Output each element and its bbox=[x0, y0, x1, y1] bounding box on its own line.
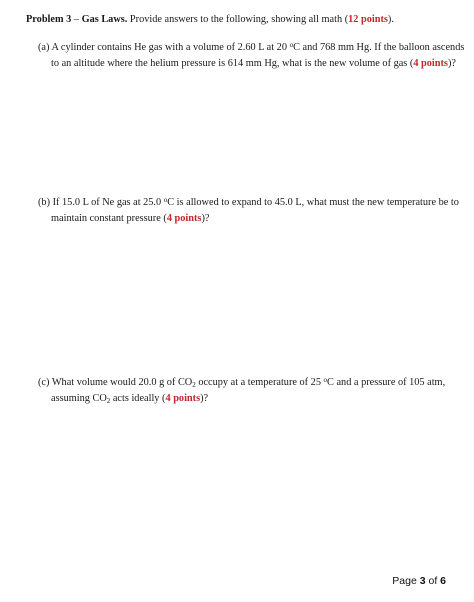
question-c bbox=[38, 375, 458, 407]
question-c-text-3: C and a pressure of 105 atm, bbox=[327, 377, 446, 388]
question-b-points: 4 points bbox=[166, 213, 202, 224]
problem-points: 12 points bbox=[348, 14, 388, 25]
question-b-label: (b) bbox=[38, 197, 51, 208]
question-a-points: 4 points bbox=[413, 58, 448, 69]
problem-separator: – bbox=[71, 14, 82, 25]
question-b-text-3: maintain constant pressure ( bbox=[51, 213, 167, 224]
of-word: of bbox=[425, 575, 441, 587]
page-word: Page bbox=[392, 575, 420, 587]
subscript-2: 2 bbox=[106, 397, 111, 405]
question-b bbox=[38, 195, 458, 227]
question-b-text-1: If 15.0 L of Ne gas at 25.0 bbox=[50, 197, 164, 208]
problem-instructions: Provide answers to the following, showing all math ( bbox=[127, 14, 349, 25]
question-a bbox=[38, 40, 465, 72]
problem-label: Problem 3 bbox=[26, 14, 72, 25]
degree-sign: o bbox=[289, 41, 294, 49]
problem-header bbox=[26, 13, 456, 27]
question-b-line-1 bbox=[38, 195, 458, 211]
current-page: 3 bbox=[419, 575, 426, 587]
question-c-text-4: assuming CO bbox=[51, 393, 107, 404]
question-b-text-4: )? bbox=[201, 213, 210, 224]
subscript-2: 2 bbox=[192, 381, 196, 389]
question-a-text-2: C and 768 mm Hg. If the balloon ascends bbox=[293, 42, 465, 53]
total-pages: 6 bbox=[440, 575, 446, 587]
question-c-text-2: occupy at a temperature of 25 bbox=[195, 377, 324, 388]
degree-sign: o bbox=[163, 196, 168, 204]
question-a-line-2 bbox=[38, 56, 458, 72]
degree-sign: o bbox=[323, 376, 328, 384]
question-a-line-1 bbox=[38, 40, 465, 56]
question-c-label: (c) bbox=[38, 377, 50, 388]
question-c-line-2 bbox=[38, 391, 458, 407]
question-b-line-2 bbox=[38, 211, 458, 227]
question-a-label: (a) bbox=[38, 42, 50, 53]
question-c-text-5: acts ideally ( bbox=[110, 393, 166, 404]
question-c-text-1: What volume would 20.0 g of CO bbox=[49, 377, 193, 388]
question-b-text-2: C is allowed to expand to 45.0 L, what must the new temperature be to bbox=[167, 197, 459, 208]
question-a-text-1: A cylinder contains He gas with a volume of 2.60 L at 20 bbox=[49, 42, 290, 53]
question-a-text-4: )? bbox=[447, 58, 456, 69]
problem-topic: Gas Laws. bbox=[81, 14, 128, 25]
question-c-line-1 bbox=[38, 375, 458, 391]
page-number bbox=[392, 575, 446, 587]
question-c-points: 4 points bbox=[165, 393, 201, 404]
question-a-text-3: to an altitude where the helium pressure is 614 mm Hg, what is the new volume of gas ( bbox=[51, 58, 414, 69]
question-c-text-6: )? bbox=[200, 393, 209, 404]
problem-closing: ). bbox=[387, 14, 394, 25]
